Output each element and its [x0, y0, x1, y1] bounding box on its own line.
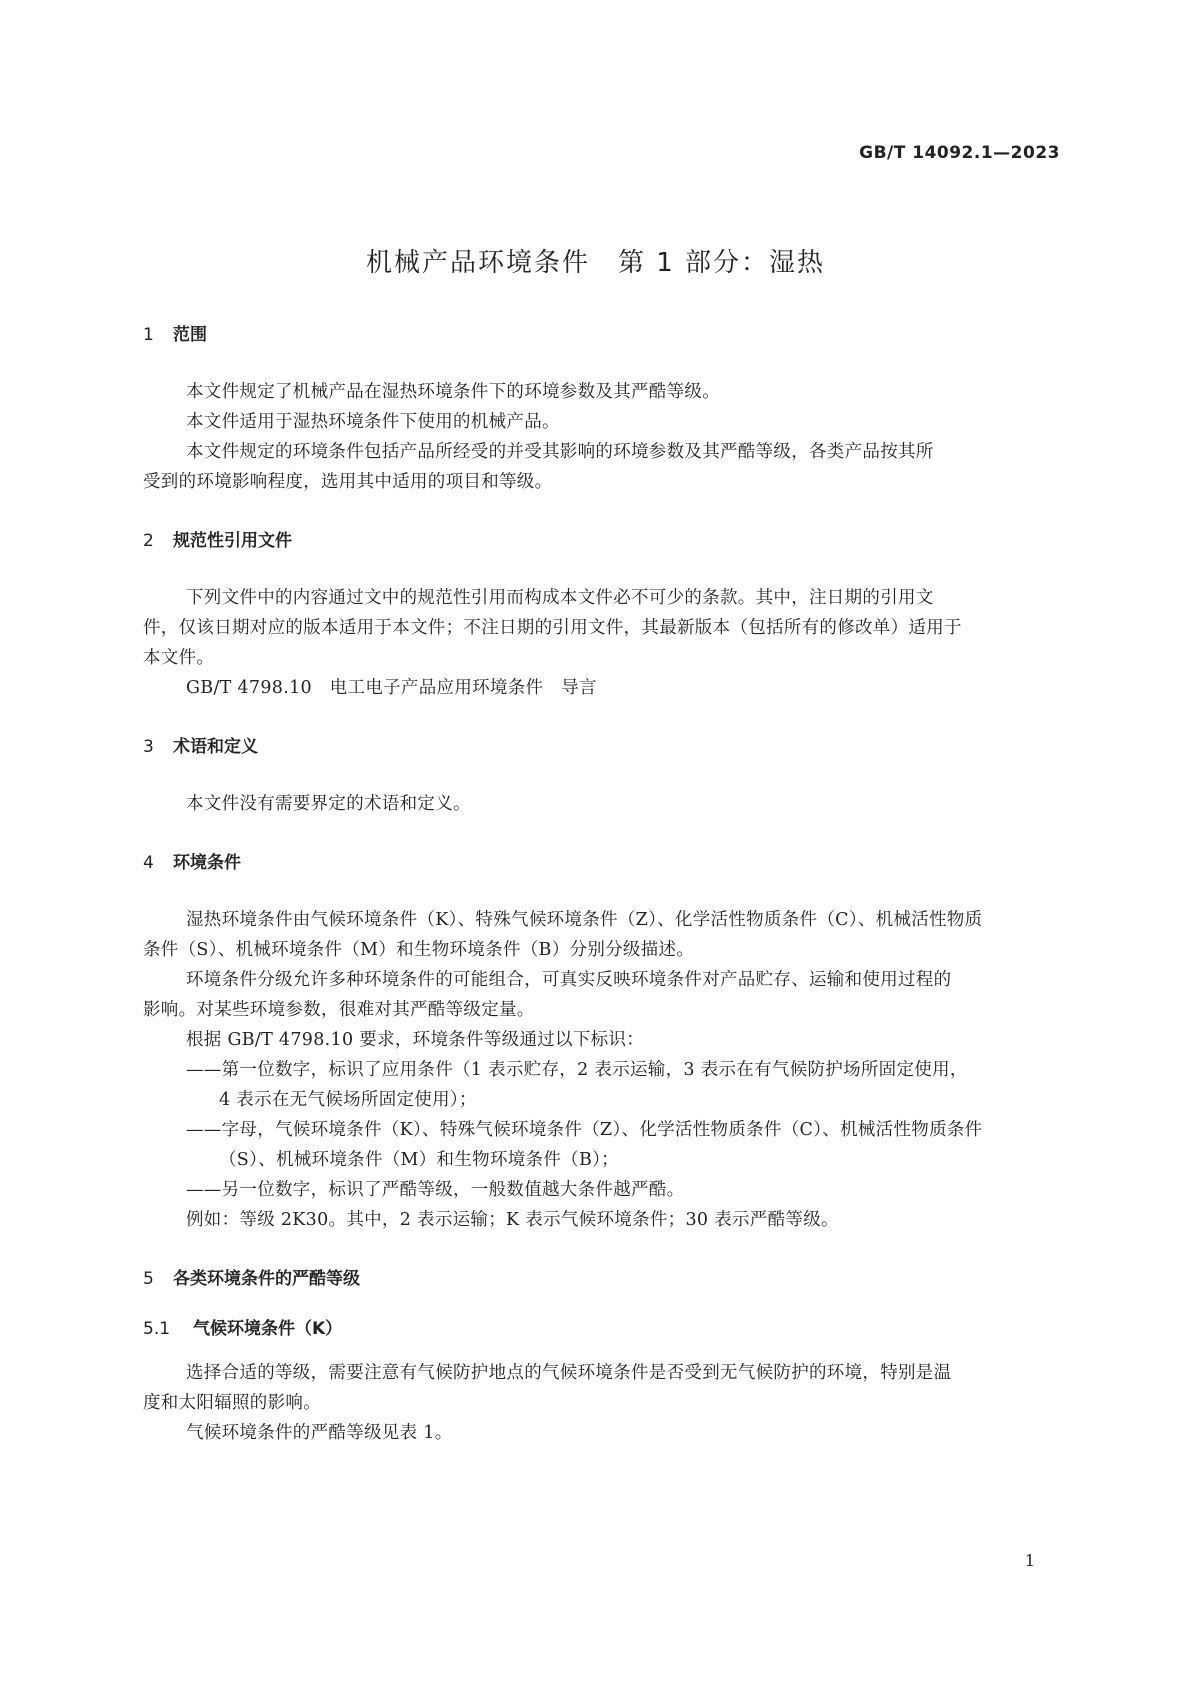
list-item: ——字母，气候环境条件（K）、特殊气候环境条件（Z）、化学活性物质条件（C）、机械活性物质条件: [186, 1120, 983, 1140]
standard-code: GB/T 14092.1—2023: [859, 143, 1060, 163]
paragraph-continuation: 影响。对某些环境参数，很难对其严酷等级定量。: [143, 1000, 535, 1020]
section-title: 气候环境条件（K）: [193, 1319, 343, 1339]
paragraph: 例如：等级 2K30。其中，2 表示运输；K 表示气候环境条件；30 表示严酷等级。: [186, 1210, 839, 1230]
section-1-heading: [143, 320, 207, 345]
subsection-5-1-heading: [143, 1314, 342, 1339]
paragraph-continuation: 条件（S）、机械环境条件（M）和生物环境条件（B）分别分级描述。: [143, 940, 695, 960]
list-item-continuation: （S）、机械环境条件（M）和生物环境条件（B）；: [219, 1150, 619, 1170]
section-number: 2: [143, 531, 154, 551]
document-title: 机械产品环境条件 第 1 部分：湿热: [365, 248, 826, 278]
section-5-heading: [143, 1264, 360, 1289]
paragraph: 环境条件分级允许多种环境条件的可能组合，可真实反映环境条件对产品贮存、运输和使用过程的: [186, 970, 952, 990]
section-3-heading: [143, 732, 258, 757]
page-number: 1: [1024, 1551, 1035, 1570]
list-item-continuation: 4 表示在无气候场所固定使用）；: [219, 1090, 477, 1110]
section-title: 各类环境条件的严酷等级: [173, 1269, 360, 1289]
paragraph: 下列文件中的内容通过文中的规范性引用而构成本文件必不可少的条款。其中，注日期的引用文: [186, 588, 934, 608]
section-title: 规范性引用文件: [173, 531, 292, 551]
section-2-heading: [143, 526, 292, 551]
paragraph: 气候环境条件的严酷等级见表 1。: [186, 1423, 453, 1443]
normative-reference: GB/T 4798.10 电工电子产品应用环境条件 导言: [186, 678, 597, 698]
section-title: 术语和定义: [173, 737, 258, 757]
section-number: 5: [143, 1269, 154, 1289]
paragraph: 本文件规定了机械产品在湿热环境条件下的环境参数及其严酷等级。: [186, 382, 720, 402]
section-number: 3: [143, 737, 154, 757]
list-item: ——第一位数字，标识了应用条件（1 表示贮存，2 表示运输，3 表示在有气候防护场所固定使用，: [186, 1060, 968, 1080]
section-number: 4: [143, 853, 154, 873]
section-4-heading: [143, 848, 241, 873]
paragraph-continuation: 度和太阳辐照的影响。: [143, 1393, 321, 1413]
paragraph: 选择合适的等级，需要注意有气候防护地点的气候环境条件是否受到无气候防护的环境，特别是温: [186, 1363, 952, 1383]
section-title: 环境条件: [173, 853, 241, 873]
paragraph-continuation: 本文件。: [143, 648, 215, 668]
paragraph: 湿热环境条件由气候环境条件（K）、特殊气候环境条件（Z）、化学活性物质条件（C）、机械活性物质: [186, 910, 983, 930]
paragraph: 本文件没有需要界定的术语和定义。: [186, 794, 471, 814]
section-number: 1: [143, 325, 154, 345]
paragraph-continuation: 件，仅该日期对应的版本适用于本文件；不注日期的引用文件，其最新版本（包括所有的修改单）适用于: [143, 618, 962, 638]
paragraph: 本文件适用于湿热环境条件下使用的机械产品。: [186, 412, 560, 432]
list-item: ——另一位数字，标识了严酷等级，一般数值越大条件越严酷。: [186, 1180, 685, 1200]
paragraph: 本文件规定的环境条件包括产品所经受的并受其影响的环境参数及其严酷等级，各类产品按其所: [186, 442, 934, 462]
paragraph-continuation: 受到的环境影响程度，选用其中适用的项目和等级。: [143, 472, 553, 492]
section-number: 5.1: [143, 1319, 171, 1339]
paragraph: 根据 GB/T 4798.10 要求，环境条件等级通过以下标识：: [186, 1030, 645, 1050]
section-title: 范围: [173, 325, 207, 345]
